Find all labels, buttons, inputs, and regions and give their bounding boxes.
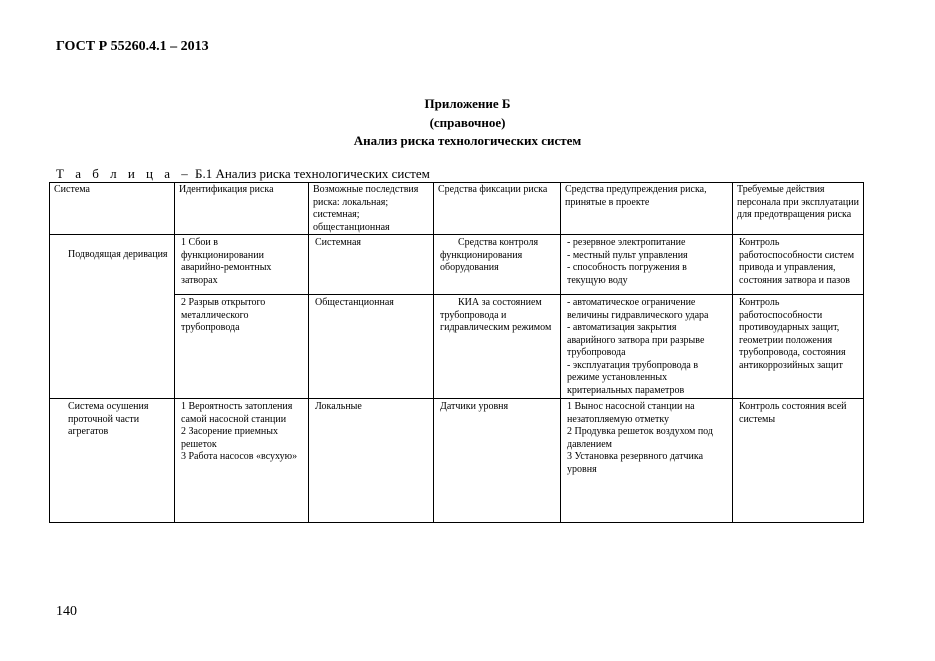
appendix-title: Приложение Б xyxy=(424,96,511,111)
prevention-cell: - резервное электропитание - местный пульт управления - способность погружения в текущую воду xyxy=(561,235,733,295)
detection-cell: КИА за состоянием трубопровода и гидравлическим режимом xyxy=(434,295,561,399)
document-code: ГОСТ Р 55260.4.1 – 2013 xyxy=(56,39,209,54)
consequence-cell: Локальные xyxy=(309,399,434,523)
risk-cell: 1 Сбои в функционировании аварийно-ремонтных затворах xyxy=(175,235,309,295)
table-caption xyxy=(56,166,430,182)
prevention-cell: - автоматическое ограничение величины гидравлического удара - автоматизация закрытия аварийного затвора при разрыве трубопровода - эксплуатация трубопровода в режиме установленных критериальных параметров xyxy=(561,295,733,399)
prevention-cell: 1 Вынос насосной станции на незатопляемую отметку 2 Продувка решеток воздухом под давлением 3 Установка резервного датчика уровня xyxy=(561,399,733,523)
header-prevention-means: Средства предупреждения риска, принятые в проекте xyxy=(561,183,733,235)
actions-cell: Контроль работоспособности противоударных защит, геометрии положения трубопровода, состояния антикоррозийных защит xyxy=(733,295,864,399)
header-required-actions: Требуемые действия персонала при эксплуатации для предотвращения риска xyxy=(733,183,864,235)
system-cell: Подводящая деривация xyxy=(50,235,175,399)
page-number: 140 xyxy=(56,604,77,619)
detection-cell: Средства контроля функционирования оборудования xyxy=(434,235,561,295)
table-row xyxy=(50,235,864,295)
header-risk-identification: Идентификация риска xyxy=(175,183,309,235)
detection-cell: Датчики уровня xyxy=(434,399,561,523)
actions-cell: Контроль состояния всей системы xyxy=(733,399,864,523)
header-detection-means: Средства фиксации риска xyxy=(434,183,561,235)
table-row xyxy=(50,399,864,523)
system-cell: Система осушения проточной части агрегатов xyxy=(50,399,175,523)
actions-cell: Контроль работоспособности систем привода и управления, состояния затвора и пазов xyxy=(733,235,864,295)
risk-cell: 1 Вероятность затопления самой насосной станции 2 Засорение приемных решеток 3 Работа насосов «всухую» xyxy=(175,399,309,523)
header-consequences: Возможные последствия риска: локальная; системная; общестанционная xyxy=(309,183,434,235)
consequence-cell: Системная xyxy=(309,235,434,295)
risk-cell: 2 Разрыв открытого металлического трубопровода xyxy=(175,295,309,399)
header-system: Система xyxy=(50,183,175,235)
table-caption-prefix: Т а б л и ц а – xyxy=(56,166,192,181)
appendix-type: (справочное) xyxy=(429,115,506,130)
consequence-cell: Общестанционная xyxy=(309,295,434,399)
table-caption-text: Б.1 Анализ риска технологических систем xyxy=(195,166,430,181)
appendix-subject: Анализ риска технологических систем xyxy=(353,133,582,148)
table-header-row xyxy=(50,183,864,235)
risk-analysis-table xyxy=(49,182,864,523)
